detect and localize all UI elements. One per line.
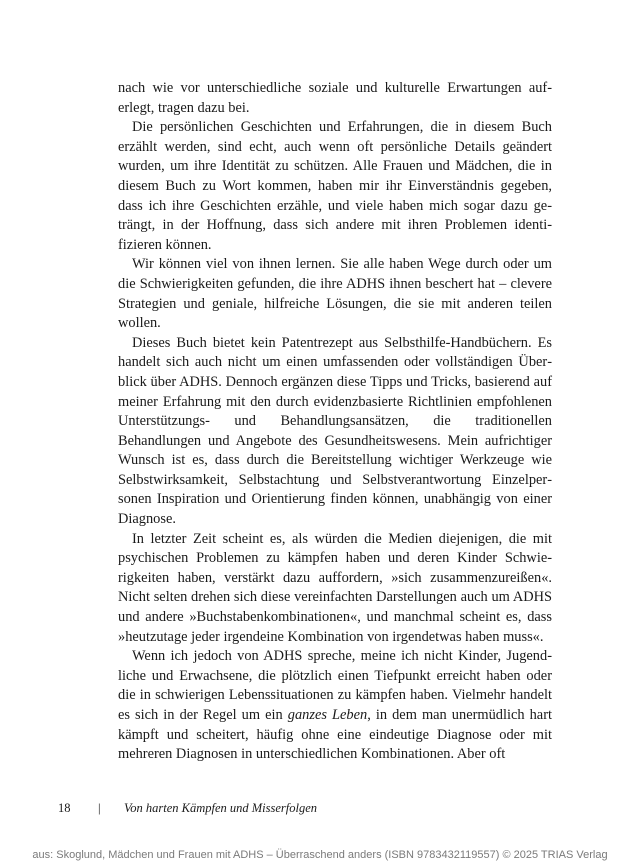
paragraph-6-end: , in dem man unermüdlich hart kämpft und scheitert, häufig ohne eine eindeutige Diagnose oder mit mehreren Diagnosen in unterschiedlichen Kombinationen. Aber oft: [118, 707, 552, 763]
body-text: [118, 79, 552, 765]
page-number: 18: [58, 801, 71, 815]
paragraph-5: In letzter Zeit scheint es, als würden die Medien diejenigen, die mit psychischen Problemen zu kämpfen haben und deren Kinder Schwierigkeiten haben, verstärkt dazu auffordern, »sich zusammenzureißen«. Nicht selten drehen sich diese vereinfachten Darstellungen auch um ADHS und andere »Buchstabenkombinationen«, und manchmal scheint es, dass »heutzutage jeder irgendeine Kombination von irgendetwas haben muss«.: [118, 530, 552, 645]
footer-separator: |: [98, 801, 101, 815]
paragraph-6-start: Wenn ich jedoch von ADHS spreche, meine ich nicht Kinder, Jugendliche und Erwachsene, die plötzlich einen Tiefpunkt erreicht haben oder die in schwierigen Lebenssituationen zu kämpfen haben. Vielmehr handelt es sich in der Regel um ein: [118, 648, 552, 723]
paragraph-3: Wir können viel von ihnen lernen. Sie alle haben Wege durch oder um die Schwierigkeiten gefunden, die ihre ADHS ihnen beschert hat – clevere Strategien und geniale, hilfreiche Lösungen, die sie mit anderen teilen wollen.: [118, 256, 552, 332]
running-title: Von harten Kämpfen und Misserfolgen: [124, 801, 318, 815]
paragraph-4: Dieses Buch bietet kein Patentrezept aus Selbsthilfe-Handbüchern. Es handelt sich auch nicht um einen umfassenden oder vollständigen Überblick über ADHS. Dennoch ergänzen diese Tipps und Tricks, basierend auf meiner Erfahrung mit den durch evidenzbasierte Richtlinien empfohlenen Unterstützungs- und Behandlungsansätzen, die traditionellen Behandlungen und Angebote des Gesundheitswesens. Mein aufrichtiger Wunsch ist es, dass durch die Bereitstellung wichtiger Werkzeuge wie Selbstwirksamkeit, Selbstachtung und Selbstverantwortung Einzelpersonen Inspiration und Orientierung finden können, unabhängig von einer Diagnose.: [118, 334, 552, 528]
page-footer: [58, 800, 317, 816]
paragraph-1: nach wie vor unterschiedliche soziale und kulturelle Erwartungen auferlegt, tragen dazu bei.: [118, 80, 552, 116]
paragraph-6: [118, 647, 552, 765]
emphasis-ganzes-leben: ganzes Leben: [287, 707, 368, 723]
paragraph-2: Die persönlichen Geschichten und Erfahrungen, die in diesem Buch erzählt werden, sind echt, auch wenn oft persönliche Details geändert wurden, um ihre Identität zu schützen. Alle Frauen und Mädchen, die in diesem Buch zu Wort kommen, haben mir ihr Einverständnis gegeben, dass ich ihre Geschichten erzähle, und viele haben mich sogar dazu geträngt, in der Hoffnung, dass sich andere mit ihren Problemen identifizieren können.: [118, 119, 552, 253]
source-credit-line: aus: Skoglund, Mädchen und Frauen mit ADHS – Überraschend anders (ISBN 9783432119557) © 2025 TRIAS Verlag: [32, 849, 608, 861]
